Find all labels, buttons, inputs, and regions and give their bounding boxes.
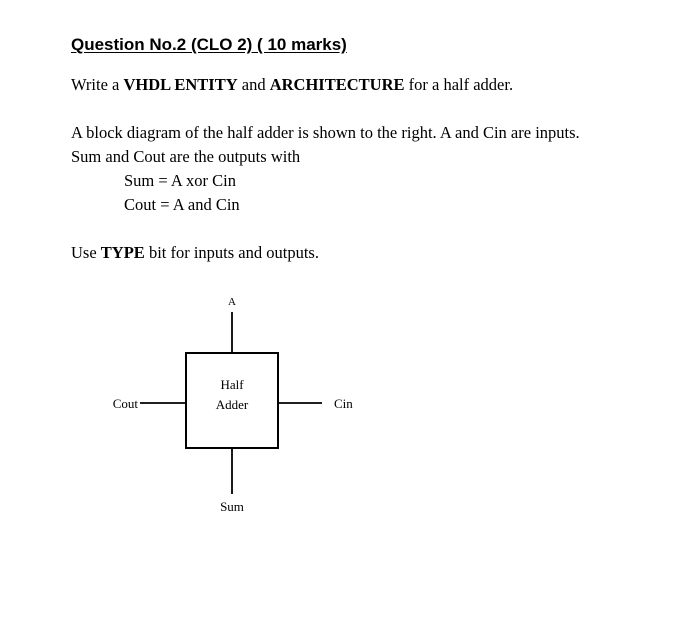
- port-cout-label: Cout: [112, 396, 138, 411]
- intro-suffix: for a half adder.: [404, 75, 514, 94]
- type-note-keyword: TYPE: [100, 243, 145, 262]
- intro-entity: VHDL ENTITY: [123, 75, 238, 94]
- block-label-line-1: Half: [220, 377, 244, 392]
- intro-architecture: ARCHITECTURE: [269, 75, 405, 94]
- type-note-suffix: bit for inputs and outputs.: [144, 243, 319, 262]
- port-sum-label: Sum: [220, 499, 244, 514]
- type-note-prefix: Use: [71, 243, 101, 262]
- cout-equation: Cout = A and Cin: [124, 195, 240, 214]
- port-cin-label: Cin: [334, 396, 353, 411]
- intro-middle: and: [237, 75, 270, 94]
- sum-equation: Sum = A xor Cin: [124, 171, 236, 190]
- question-heading: Question No.2 (CLO 2) ( 10 marks): [71, 35, 347, 54]
- port-a-label: A: [228, 296, 236, 308]
- description-line-2: Sum and Cout are the outputs with: [71, 147, 301, 166]
- description-line-1: A block diagram of the half adder is shown to the right. A and Cin are inputs.: [71, 123, 580, 142]
- block-label-line-2: Adder: [215, 397, 249, 412]
- intro-prefix: Write a: [71, 75, 124, 94]
